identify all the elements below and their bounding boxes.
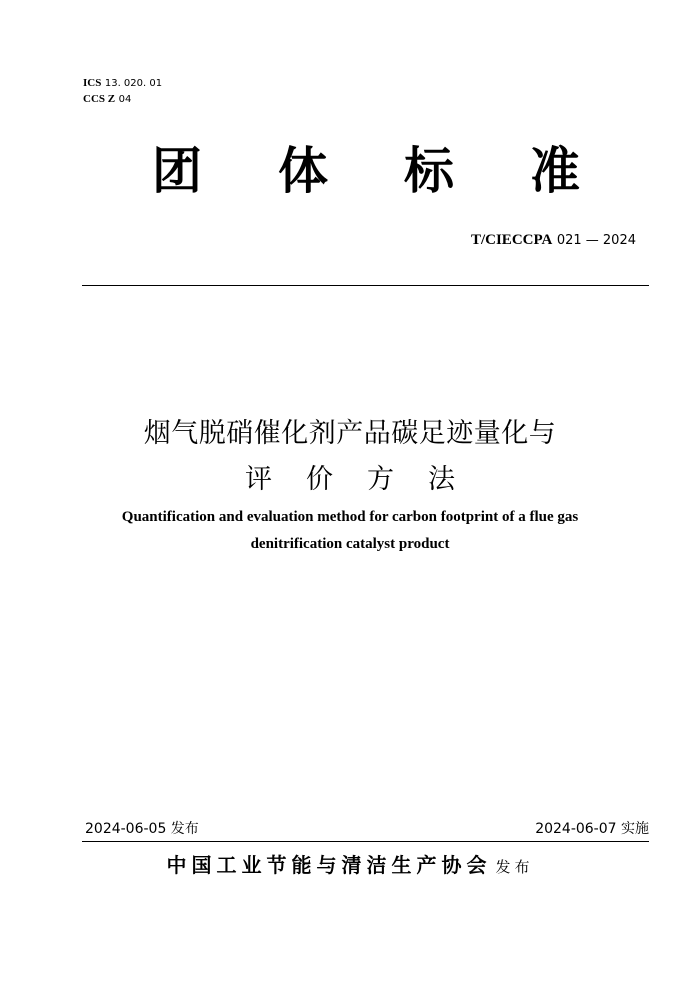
title-cn-char-4: 法 <box>428 464 455 495</box>
ics-label: ICS <box>83 77 102 89</box>
title-en-line1: Quantification and evaluation method for carbon footprint of a flue gas <box>121 509 579 525</box>
title-cn-char-1: 评 <box>245 464 272 495</box>
publisher-action: 发布 <box>495 858 534 876</box>
publisher <box>0 850 700 880</box>
footer-divider <box>82 841 649 842</box>
title-cn-line1: 烟气脱硝催化剂产品碳足迹量化与 <box>143 418 557 449</box>
ccs-classification <box>83 92 131 107</box>
banner-char-3: 标 <box>404 142 454 200</box>
standard-code: 021 — 2024 <box>556 233 636 248</box>
title-cn-char-3: 方 <box>367 464 394 495</box>
publish-date: 2024-06-05 发布 <box>85 821 199 837</box>
ics-classification <box>83 76 162 91</box>
standard-number <box>471 231 636 250</box>
ccs-label: CCS Z <box>83 93 116 105</box>
banner-char-4: 准 <box>530 142 580 200</box>
header-divider <box>82 285 649 286</box>
standard-org: T/CIECCPA <box>470 232 553 248</box>
banner-char-1: 团 <box>152 142 202 200</box>
publisher-name: 中国工业节能与清洁生产协会 <box>166 853 492 877</box>
title-cn-line2 <box>0 463 700 497</box>
implement-date: 2024-06-07 实施 <box>535 821 649 837</box>
title-en-line2: denitrification catalyst product <box>250 536 450 552</box>
title-cn-char-2: 价 <box>306 464 333 495</box>
banner-char-2: 体 <box>278 142 328 200</box>
ics-code: 13. 020. 01 <box>104 78 163 89</box>
ccs-code: 04 <box>118 94 132 105</box>
